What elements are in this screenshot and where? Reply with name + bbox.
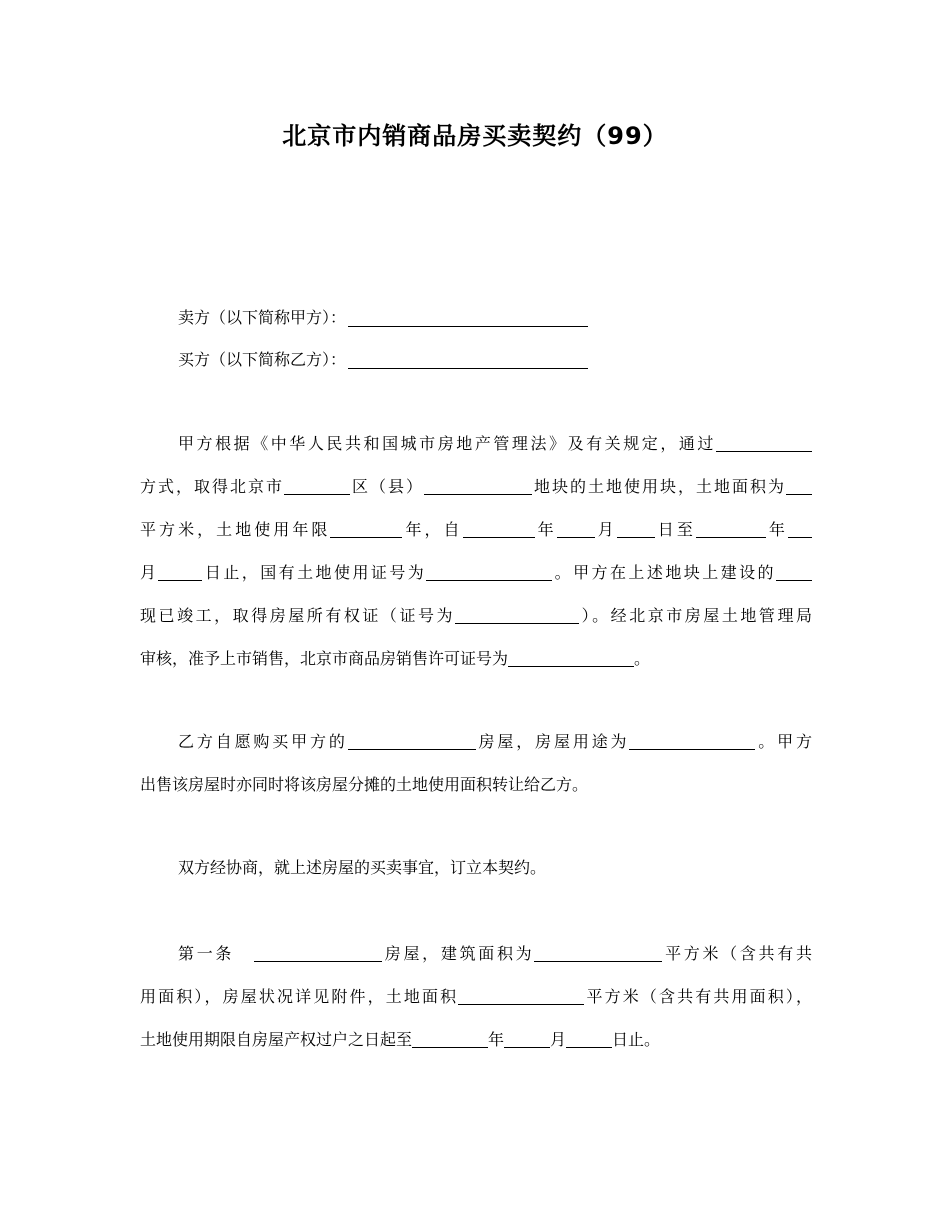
- text-fragment: 地块的土地使用块，土地面积为: [532, 477, 786, 496]
- blank-article-land-area[interactable]: [458, 988, 584, 1005]
- blank-end-year[interactable]: [696, 521, 766, 538]
- blank-building-area[interactable]: [534, 945, 662, 962]
- text-fragment: 平方米（含共有共用面积），: [584, 987, 812, 1006]
- paragraph-line: [140, 637, 812, 680]
- text-fragment: 方式，取得北京市: [140, 477, 284, 496]
- text-fragment: 日至: [654, 520, 696, 539]
- paragraph-line: [140, 763, 812, 806]
- seller-blank[interactable]: [348, 308, 588, 327]
- paragraph-line: [140, 508, 812, 551]
- text-fragment: 日止，国有土地使用证号为: [202, 563, 427, 582]
- text-fragment: 土地使用期限自房屋产权过户之日起至: [140, 1030, 413, 1049]
- text-fragment: 月: [594, 520, 617, 539]
- text-fragment: 审核，准予上市销售，北京市商品房销售许可证号为: [140, 649, 509, 668]
- text-fragment: 。甲方在上述地块上建设的: [552, 563, 776, 582]
- paragraph-line: [140, 932, 812, 975]
- blank-start-month[interactable]: [557, 521, 595, 538]
- paragraph-line: [140, 551, 812, 594]
- seller-label: 卖方（以下简称甲方）：: [178, 308, 347, 327]
- text-fragment: 平方米，土地使用年限: [140, 520, 331, 539]
- text-fragment: 甲方根据《中华人民共和国城市房地产管理法》及有关规定，通过: [178, 434, 716, 453]
- blank-building[interactable]: [776, 564, 812, 581]
- blank-district[interactable]: [284, 478, 350, 495]
- blank-house[interactable]: [348, 733, 476, 750]
- paragraph-land-info: [140, 422, 812, 680]
- text-fragment: 年: [488, 1030, 505, 1049]
- text-fragment: 。甲方: [755, 732, 812, 751]
- blank-years[interactable]: [330, 521, 402, 538]
- text-fragment: 日止。: [612, 1030, 661, 1049]
- blank-end-day[interactable]: [158, 564, 202, 581]
- blank-land-area[interactable]: [786, 478, 812, 495]
- seller-line: [178, 305, 588, 328]
- buyer-label: 买方（以下简称乙方）：: [178, 350, 347, 369]
- blank-plot[interactable]: [424, 478, 532, 495]
- paragraph-line: [140, 720, 812, 763]
- paragraph-line: [140, 594, 812, 637]
- blank-end-month[interactable]: [788, 521, 812, 538]
- paragraph-line: [140, 846, 812, 889]
- blank-method[interactable]: [716, 435, 812, 452]
- text-fragment: 年，自: [402, 520, 463, 539]
- text-fragment: 用面积），房屋状况详见附件，土地面积: [140, 987, 459, 1006]
- article-number: 第一条: [178, 944, 235, 963]
- paragraph-line: [140, 975, 812, 1018]
- blank-house-use[interactable]: [629, 733, 755, 750]
- article-one: [140, 932, 812, 1061]
- text-fragment: 月: [550, 1030, 567, 1049]
- text-fragment: 房屋，建筑面积为: [382, 944, 535, 963]
- text-fragment: 月: [140, 563, 159, 582]
- text-fragment: ）。经北京市房屋土地管理局: [579, 606, 812, 625]
- document-title: 北京市内销商品房买卖契约（99）: [282, 122, 668, 150]
- paragraph-line: [140, 1018, 812, 1061]
- blank-article-house[interactable]: [254, 945, 382, 962]
- blank-start-day[interactable]: [617, 521, 655, 538]
- paragraph-agreement: [140, 846, 812, 889]
- text-fragment: 。: [634, 649, 651, 668]
- blank-ownership-cert[interactable]: [455, 607, 579, 624]
- blank-sale-permit[interactable]: [508, 650, 634, 667]
- text-fragment: 乙方自愿购买甲方的: [178, 732, 348, 751]
- text-fragment: 出售该房屋时亦同时将该房屋分摊的土地使用面积转让给乙方。: [140, 775, 589, 794]
- buyer-line: [178, 347, 588, 370]
- paragraph-purchase: [140, 720, 812, 806]
- text-fragment: 双方经协商，就上述房屋的买卖事宜，订立本契约。: [178, 858, 547, 877]
- blank-term-day[interactable]: [566, 1031, 612, 1048]
- text-fragment: 年: [534, 520, 557, 539]
- blank-term-year[interactable]: [412, 1031, 488, 1048]
- buyer-blank[interactable]: [348, 350, 588, 369]
- text-fragment: 房屋，房屋用途为: [475, 732, 630, 751]
- paragraph-line: [140, 422, 812, 465]
- blank-term-month[interactable]: [504, 1031, 550, 1048]
- text-fragment: 年: [765, 520, 788, 539]
- blank-land-cert[interactable]: [426, 564, 552, 581]
- text-fragment: 区（县）: [350, 477, 424, 496]
- text-fragment: 平方米（含共有共: [662, 944, 812, 963]
- paragraph-line: [140, 465, 812, 508]
- blank-start-year[interactable]: [463, 521, 535, 538]
- text-fragment: 现已竣工，取得房屋所有权证（证号为: [140, 606, 456, 625]
